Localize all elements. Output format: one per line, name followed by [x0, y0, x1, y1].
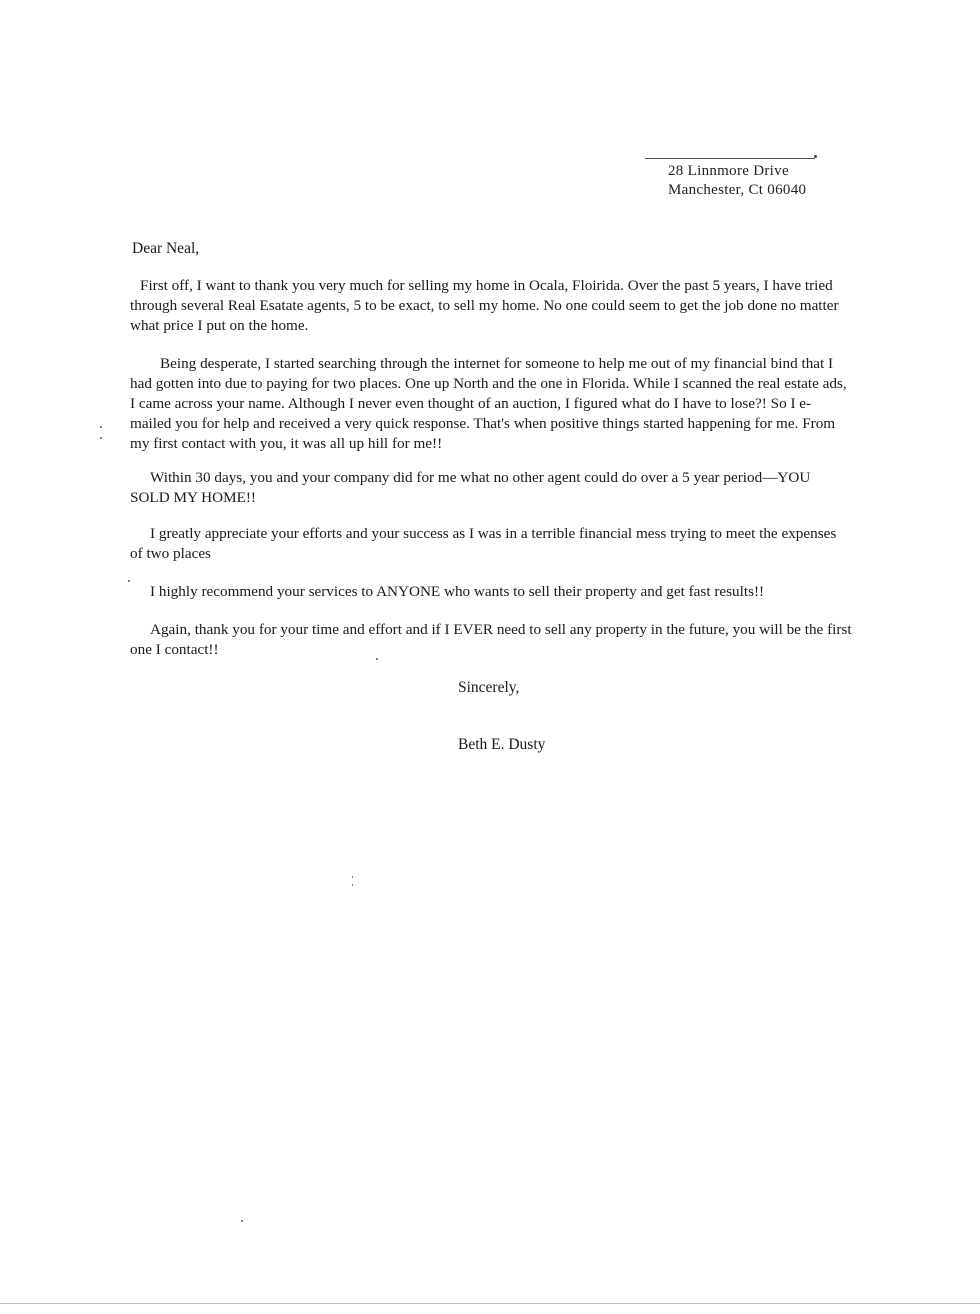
paragraph-6: Again, thank you for your time and effort and if I EVER need to sell any property in the future, you will be the first one I contact!!	[130, 621, 852, 658]
address-line-1: 28 Linnmore Drive	[668, 163, 789, 179]
paragraph-2: Being desperate, I started searching through the internet for someone to help me out of my financial bind that I had gotten into due to paying for two places. One up North and the one in Florida. While I scanned the real estate ads, I came across your name. Although I never even thought of an auction, I figured what do I have to lose?! So I e-mailed you for help and received a very quick response. That's when positive things started happening for me. From my first contact with you, it was all up hill for me!!	[130, 355, 847, 452]
scan-speck	[100, 437, 102, 439]
address-rule-mark	[814, 155, 817, 158]
address-line-2: Manchester, Ct 06040	[668, 182, 807, 198]
signature-name: Beth E. Dusty	[458, 736, 546, 753]
address-rule	[645, 158, 815, 159]
paragraph-3: Within 30 days, you and your company did for me what no other agent could do over a 5 year period—YOU SOLD MY HOME!!	[130, 469, 811, 506]
scan-speck	[100, 426, 102, 428]
sender-address	[668, 162, 806, 200]
paragraph-1: First off, I want to thank you very much for selling my home in Ocala, Floirida. Over the past 5 years, I have tried through several Real Esatate agents, 5 to be exact, to sell my home. No one could seem to get the job done no matter what price I put on the home.	[130, 277, 839, 334]
scan-speck	[128, 580, 130, 582]
closing: Sincerely,	[458, 679, 520, 696]
scan-speck	[241, 1220, 243, 1222]
paragraph-5: I highly recommend your services to ANYONE who wants to sell their property and get fast results!!	[150, 583, 765, 600]
salutation: Dear Neal,	[132, 240, 200, 257]
paragraph-4: I greatly appreciate your efforts and your success as I was in a terrible financial mess trying to meet the expenses of two places	[130, 525, 837, 562]
scan-speck	[376, 658, 378, 660]
scan-speck	[352, 884, 353, 886]
scan-speck	[352, 876, 353, 878]
page-edge	[0, 1303, 980, 1304]
